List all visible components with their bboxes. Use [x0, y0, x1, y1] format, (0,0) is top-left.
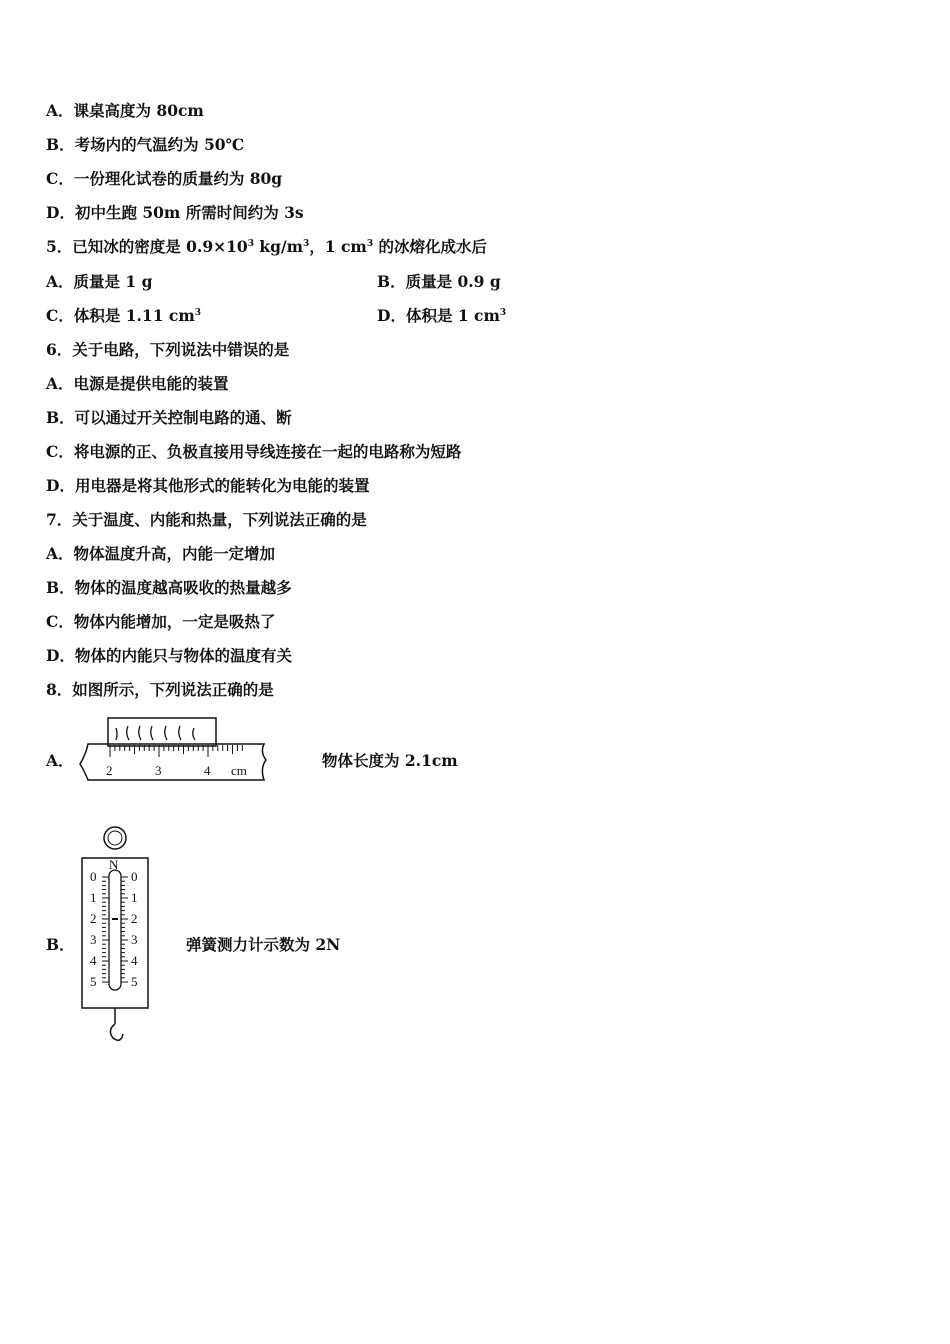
- scale-label-right: 1: [131, 890, 138, 905]
- scale-label-right: 0: [131, 869, 138, 884]
- q7-option-d: D．物体的内能只与物体的温度有关: [46, 646, 292, 665]
- scale-ring-inner: [108, 831, 122, 845]
- ruler-label-3: 3: [155, 763, 162, 778]
- scale-labels-right: [131, 869, 138, 989]
- q8-option-a-text: 物体长度为 2.1cm: [322, 751, 458, 770]
- q8-option-a-label: A．: [46, 751, 74, 770]
- scale-unit: N: [109, 857, 119, 872]
- scale-label-left: 0: [90, 869, 97, 884]
- scale-label-left: 5: [90, 974, 97, 989]
- q6-option-a: A．电源是提供电能的装置: [46, 374, 229, 393]
- scale-hook: [110, 1024, 123, 1040]
- q5-stem: 5．已知冰的密度是 $0.9\times 10^3$ $kg/m^3$，1 $cm^3$ 的冰熔化成水后: [46, 237, 487, 256]
- ruler-unit-label: cm: [231, 763, 247, 778]
- q7-stem: 7．关于温度、内能和热量，下列说法正确的是: [46, 510, 367, 529]
- scale-label-left: 1: [90, 890, 97, 905]
- q4-option-d: D．初中生跑 50m 所需时间约为 3s: [46, 203, 304, 222]
- ruler-figure: [78, 714, 274, 788]
- scale-label-right: 5: [131, 974, 138, 989]
- scale-slot: [109, 870, 121, 990]
- q8-stem: 8．如图所示，下列说法正确的是: [46, 680, 274, 699]
- q8-option-b-text: 弹簧测力计示数为 2N: [186, 935, 341, 954]
- q4-option-b: B．考场内的气温约为 50℃: [46, 135, 245, 154]
- q4-option-a: A．课桌高度为 80cm: [46, 101, 204, 120]
- scale-label-right: 4: [131, 953, 138, 968]
- scale-ticks: [102, 877, 128, 982]
- scale-ring: [104, 827, 126, 849]
- scale-label-right: 3: [131, 932, 138, 947]
- q5-option-c: C．体积是 1.11 $cm^3$: [46, 306, 201, 325]
- q5-option-b: B．质量是 0.9 g: [377, 272, 501, 291]
- q5-option-d: D．体积是 1 $cm^3$: [377, 306, 507, 325]
- q6-option-b: B．可以通过开关控制电路的通、断: [46, 408, 292, 427]
- spring-scale-figure: [78, 824, 154, 1054]
- ruler-label-2: 2: [106, 763, 113, 778]
- scale-labels-left: [90, 869, 97, 989]
- q6-option-d: D．用电器是将其他形式的能转化为电能的装置: [46, 476, 370, 495]
- q7-option-b: B．物体的温度越高吸收的热量越多: [46, 578, 292, 597]
- q7-option-c: C．物体内能增加，一定是吸热了: [46, 612, 276, 631]
- q7-option-a: A．物体温度升高，内能一定增加: [46, 544, 276, 563]
- q6-option-c: C．将电源的正、负极直接用导线连接在一起的电路称为短路: [46, 442, 462, 461]
- measured-object: [108, 718, 216, 746]
- q8-option-b-label: B．: [46, 935, 75, 954]
- scale-label-left: 3: [90, 932, 97, 947]
- q5-option-a: A．质量是 1 g: [46, 272, 153, 291]
- ruler-label-4: 4: [204, 763, 211, 778]
- ruler-ticks: [110, 745, 242, 757]
- q6-stem: 6．关于电路，下列说法中错误的是: [46, 340, 290, 359]
- object-hatching: [116, 726, 195, 740]
- scale-label-left: 4: [90, 953, 97, 968]
- q4-option-c: C．一份理化试卷的质量约为 80g: [46, 169, 283, 188]
- scale-label-left: 2: [90, 911, 97, 926]
- scale-label-right: 2: [131, 911, 138, 926]
